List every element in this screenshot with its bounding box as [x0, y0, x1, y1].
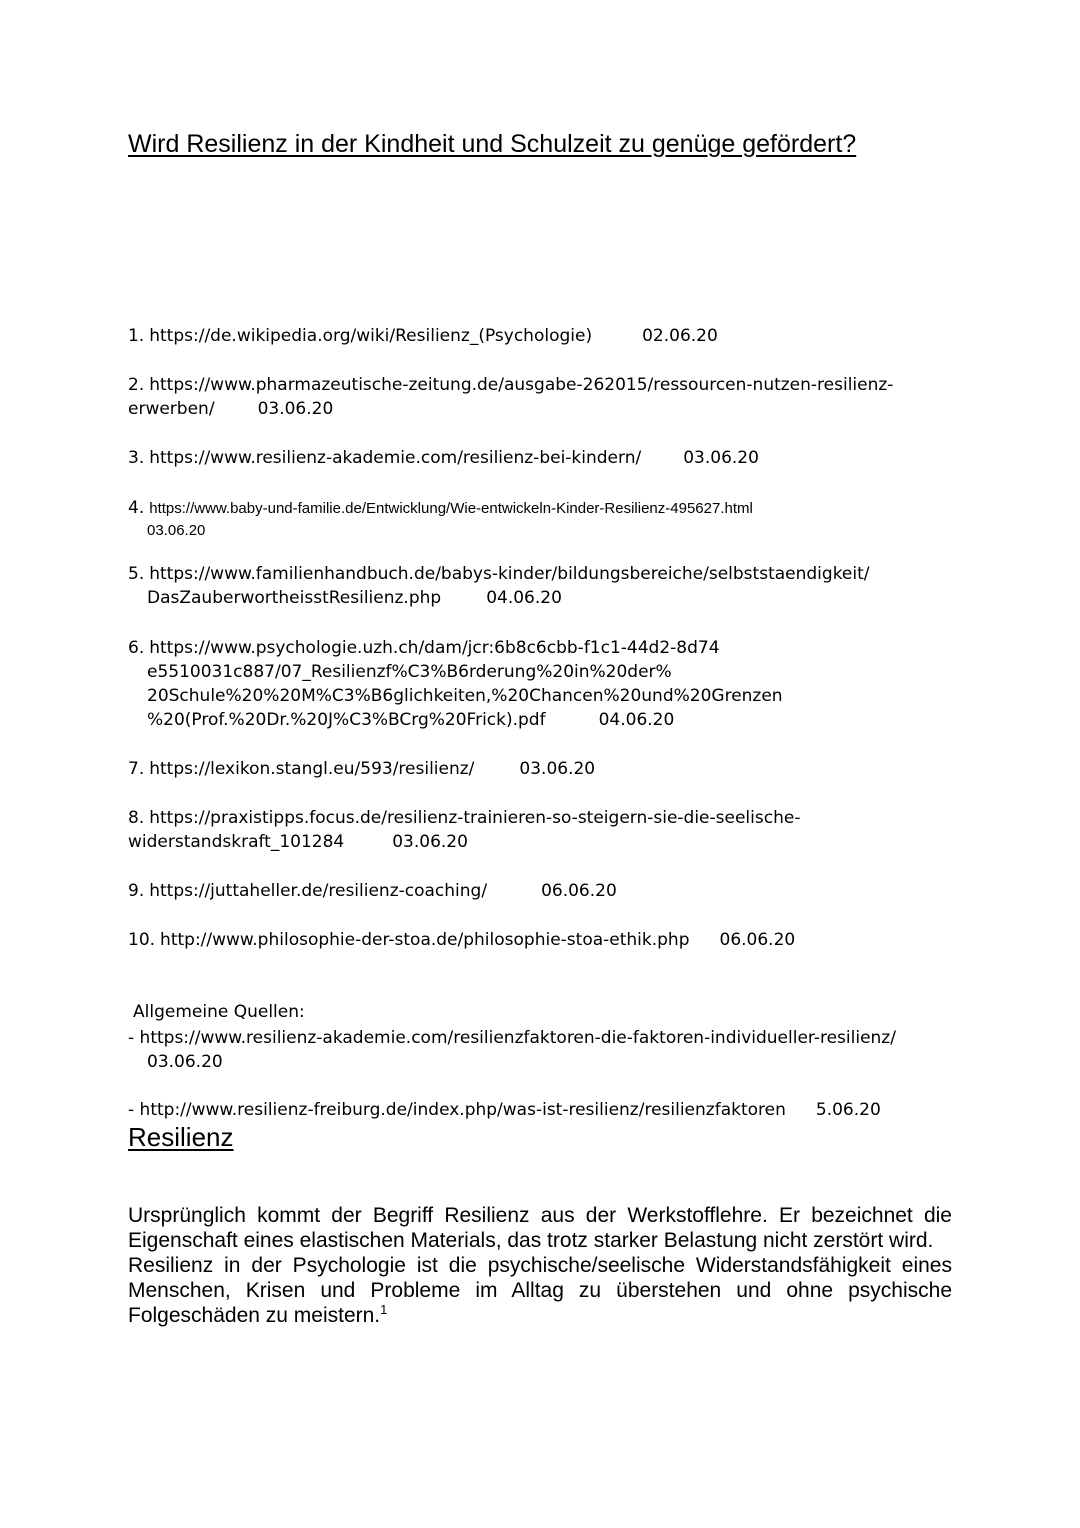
- source-url[interactable]: http://www.philosophie-der-stoa.de/philosophie-stoa-ethik.php: [160, 930, 690, 950]
- list-dash: -: [128, 1100, 135, 1120]
- source-url[interactable]: http://www.resilienz-freiburg.de/index.php/was-ist-resilienz/resilienzfaktoren: [139, 1100, 786, 1120]
- source-url[interactable]: https://de.wikipedia.org/wiki/Resilienz_(Psychologie): [149, 326, 593, 346]
- source-number: 5.: [128, 564, 145, 584]
- source-number: 6.: [128, 638, 145, 658]
- source-item-10: [128, 928, 928, 952]
- source-item-5: [128, 562, 928, 610]
- source-url[interactable]: https://www.pharmazeutische-zeitung.de/ausgabe-262015/ressourcen-nutzen-resilienz-: [149, 375, 894, 395]
- source-item-9: [128, 879, 928, 903]
- paragraph-definition: Ursprünglich kommt der Begriff Resilienz aus der Werkstofflehre. Er bezeichnet die Eigenschaft eines elastischen Materials, das trotz starker Belastung nicht zerstört wird.: [128, 1204, 952, 1252]
- general-sources-heading: Allgemeine Quellen:: [133, 1002, 305, 1022]
- source-url-continuation[interactable]: widerstandskraft_101284: [128, 832, 345, 852]
- footnote-reference[interactable]: 1: [380, 1302, 388, 1317]
- source-url-continuation[interactable]: erwerben/: [128, 399, 215, 419]
- source-url[interactable]: https://juttaheller.de/resilienz-coaching/: [149, 881, 488, 901]
- source-date: 06.06.20: [541, 881, 617, 901]
- list-dash: -: [128, 1028, 135, 1048]
- general-source-item: [128, 1098, 881, 1122]
- source-url-continuation[interactable]: DasZauberwortheisstResilienz.php: [147, 588, 442, 608]
- source-url[interactable]: https://www.psychologie.uzh.ch/dam/jcr:6b8c6cbb-f1c1-44d2-8d74: [149, 638, 720, 658]
- document-title: Wird Resilienz in der Kindheit und Schulzeit zu genüge gefördert?: [128, 130, 857, 158]
- source-item-7: [128, 757, 928, 781]
- source-item-8: [128, 806, 928, 854]
- source-url[interactable]: https://www.resilienz-akademie.com/resilienz-bei-kindern/: [149, 448, 642, 468]
- source-url[interactable]: https://lexikon.stangl.eu/593/resilienz/: [149, 759, 475, 779]
- source-number: 9.: [128, 881, 145, 901]
- source-number: 3.: [128, 448, 145, 468]
- source-number: 2.: [128, 375, 145, 395]
- section-body: [128, 1203, 952, 1328]
- source-date: 06.06.20: [719, 930, 796, 950]
- source-url[interactable]: https://www.baby-und-familie.de/Entwicklung/Wie-entwickeln-Kinder-Resilienz-495627.html: [149, 500, 753, 517]
- source-item-6: [128, 636, 928, 732]
- paragraph-text: Resilienz in der Psychologie ist die psychische/seelische Widerstandsfähigkeit eines Menschen, Krisen und Probleme im Alltag zu überstehen und ohne psychische Folgeschäden zu meistern.: [128, 1254, 952, 1327]
- source-date: 03.06.20: [147, 522, 206, 539]
- source-date: 03.06.20: [392, 832, 468, 852]
- source-date: 03.06.20: [257, 399, 334, 419]
- source-item-2: [128, 373, 928, 421]
- source-item-4: [128, 496, 928, 541]
- source-item-3: [128, 446, 928, 470]
- source-date: 02.06.20: [642, 326, 718, 346]
- source-url[interactable]: https://praxistipps.focus.de/resilienz-trainieren-so-steigern-sie-die-seelische-: [149, 808, 801, 828]
- section-heading: Resilienz: [128, 1122, 234, 1152]
- source-date: 5.06.20: [815, 1100, 881, 1120]
- source-date: 03.06.20: [683, 448, 759, 468]
- source-date: 04.06.20: [486, 588, 562, 608]
- source-date: 03.06.20: [147, 1052, 223, 1072]
- general-source-item: [128, 1026, 896, 1074]
- source-date: 04.06.20: [598, 710, 675, 730]
- source-url-continuation[interactable]: %20(Prof.%20Dr.%20J%C3%BCrg%20Frick).pdf: [147, 710, 546, 730]
- source-number: 1.: [128, 326, 145, 346]
- source-url-continuation[interactable]: 20Schule%20%20M%C3%B6glichkeiten,%20Chancen%20und%20Grenzen: [147, 686, 783, 706]
- source-number: 7.: [128, 759, 145, 779]
- source-number: 10.: [128, 930, 156, 950]
- source-url-continuation[interactable]: e5510031c887/07_Resilienzf%C3%B6rderung%20in%20der%: [147, 662, 672, 682]
- source-url[interactable]: https://www.familienhandbuch.de/babys-kinder/bildungsbereiche/selbststaendigkeit/: [149, 564, 870, 584]
- paragraph-psychology: [128, 1253, 952, 1328]
- source-url[interactable]: https://www.resilienz-akademie.com/resilienzfaktoren-die-faktoren-individueller-resilienz/: [139, 1028, 896, 1048]
- source-number: 4.: [128, 498, 145, 518]
- source-date: 03.06.20: [519, 759, 596, 779]
- source-number: 8.: [128, 808, 145, 828]
- source-item-1: [128, 324, 928, 348]
